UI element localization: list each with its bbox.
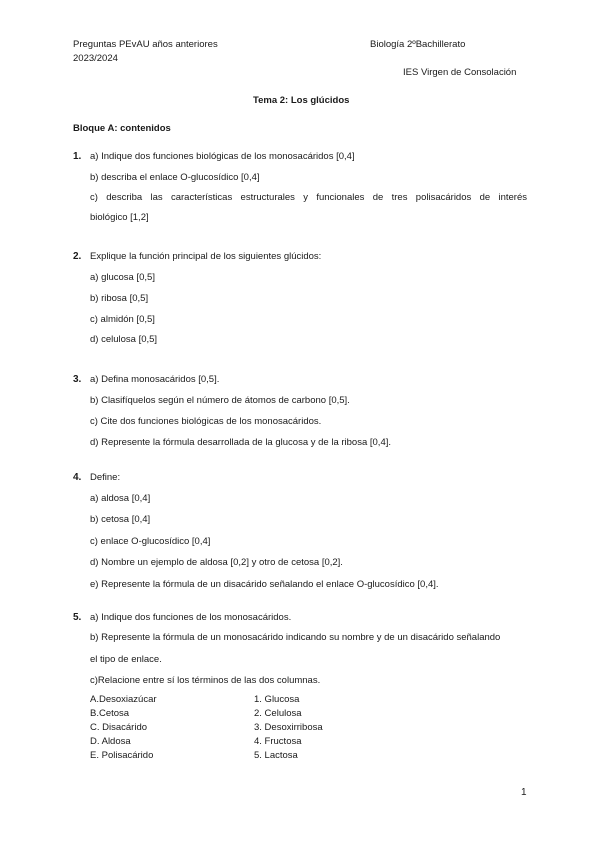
match-left-item: C. Disacárido [90,722,148,733]
match-right-item: 2. Celulosa [254,708,302,719]
match-left-item: E. Polisacárido [90,750,154,761]
match-left-item: B.Cetosa [90,708,130,719]
match-right-item: 1. Glucosa [254,694,300,705]
question-item: e) Represente la fórmula de un disacárido señalando el enlace O-glucosídico [0,4]. [90,579,439,590]
question-item: c) enlace O-glucosídico [0,4] [90,536,211,547]
question-item: b) Represente la fórmula de un monosacárido indicando su nombre y de un disacárido señalando [90,632,501,643]
question-item: a) Defina monosacáridos [0,5]. [90,374,220,385]
match-right-item: 5. Lactosa [254,750,298,761]
question-number: 1. [73,151,82,162]
question-item: b) Clasifíquelos según el número de átomos de carbono [0,5]. [90,395,350,406]
question-item: b) describa el enlace O-glucosídico [0,4] [90,172,260,183]
question-item: el tipo de enlace. [90,654,162,665]
header-right-line2: IES Virgen de Consolación [403,67,517,78]
question-item: Define: [90,472,121,483]
header-left-line1: Preguntas PEvAU años anteriores [73,39,218,50]
block-title: Bloque A: contenidos [73,123,171,134]
question-item: d) celulosa [0,5] [90,334,158,345]
question-item: c) describa las características estructurales y funcionales de tres polisacáridos de interés [90,192,527,203]
question-number: 4. [73,472,82,483]
question-number: 3. [73,374,82,385]
question-item: a) aldosa [0,4] [90,493,151,504]
question-number: 2. [73,251,82,262]
match-left-item: D. Aldosa [90,736,131,747]
question-item: Explique la función principal de los siguientes glúcidos: [90,251,322,262]
question-item: b) ribosa [0,5] [90,293,149,304]
question-item: d) Represente la fórmula desarrollada de la glucosa y de la ribosa [0,4]. [90,437,392,448]
question-item: a) Indique dos funciones biológicas de los monosacáridos [0,4] [90,151,355,162]
question-item: a) glucosa [0,5] [90,272,155,283]
page-number: 1 [521,787,527,798]
question-item: biológico [1,2] [90,212,149,223]
question-item: c)Relacione entre sí los términos de las dos columnas. [90,675,321,686]
question-item: c) Cite dos funciones biológicas de los monosacáridos. [90,416,322,427]
question-item: a) Indique dos funciones de los monosacáridos. [90,612,292,623]
match-right-item: 3. Desoxirribosa [254,722,323,733]
match-right-item: 4. Fructosa [254,736,302,747]
question-item: d) Nombre un ejemplo de aldosa [0,2] y otro de cetosa [0,2]. [90,557,343,568]
header-left-line2: 2023/2024 [73,53,118,64]
match-left-item: A.Desoxiazúcar [90,694,157,705]
page-title: Tema 2: Los glúcidos [253,95,350,106]
question-number: 5. [73,612,82,623]
question-item: b) cetosa [0,4] [90,514,151,525]
question-item: c) almidón [0,5] [90,314,155,325]
header-right-line1: Biología 2ºBachillerato [370,39,466,50]
